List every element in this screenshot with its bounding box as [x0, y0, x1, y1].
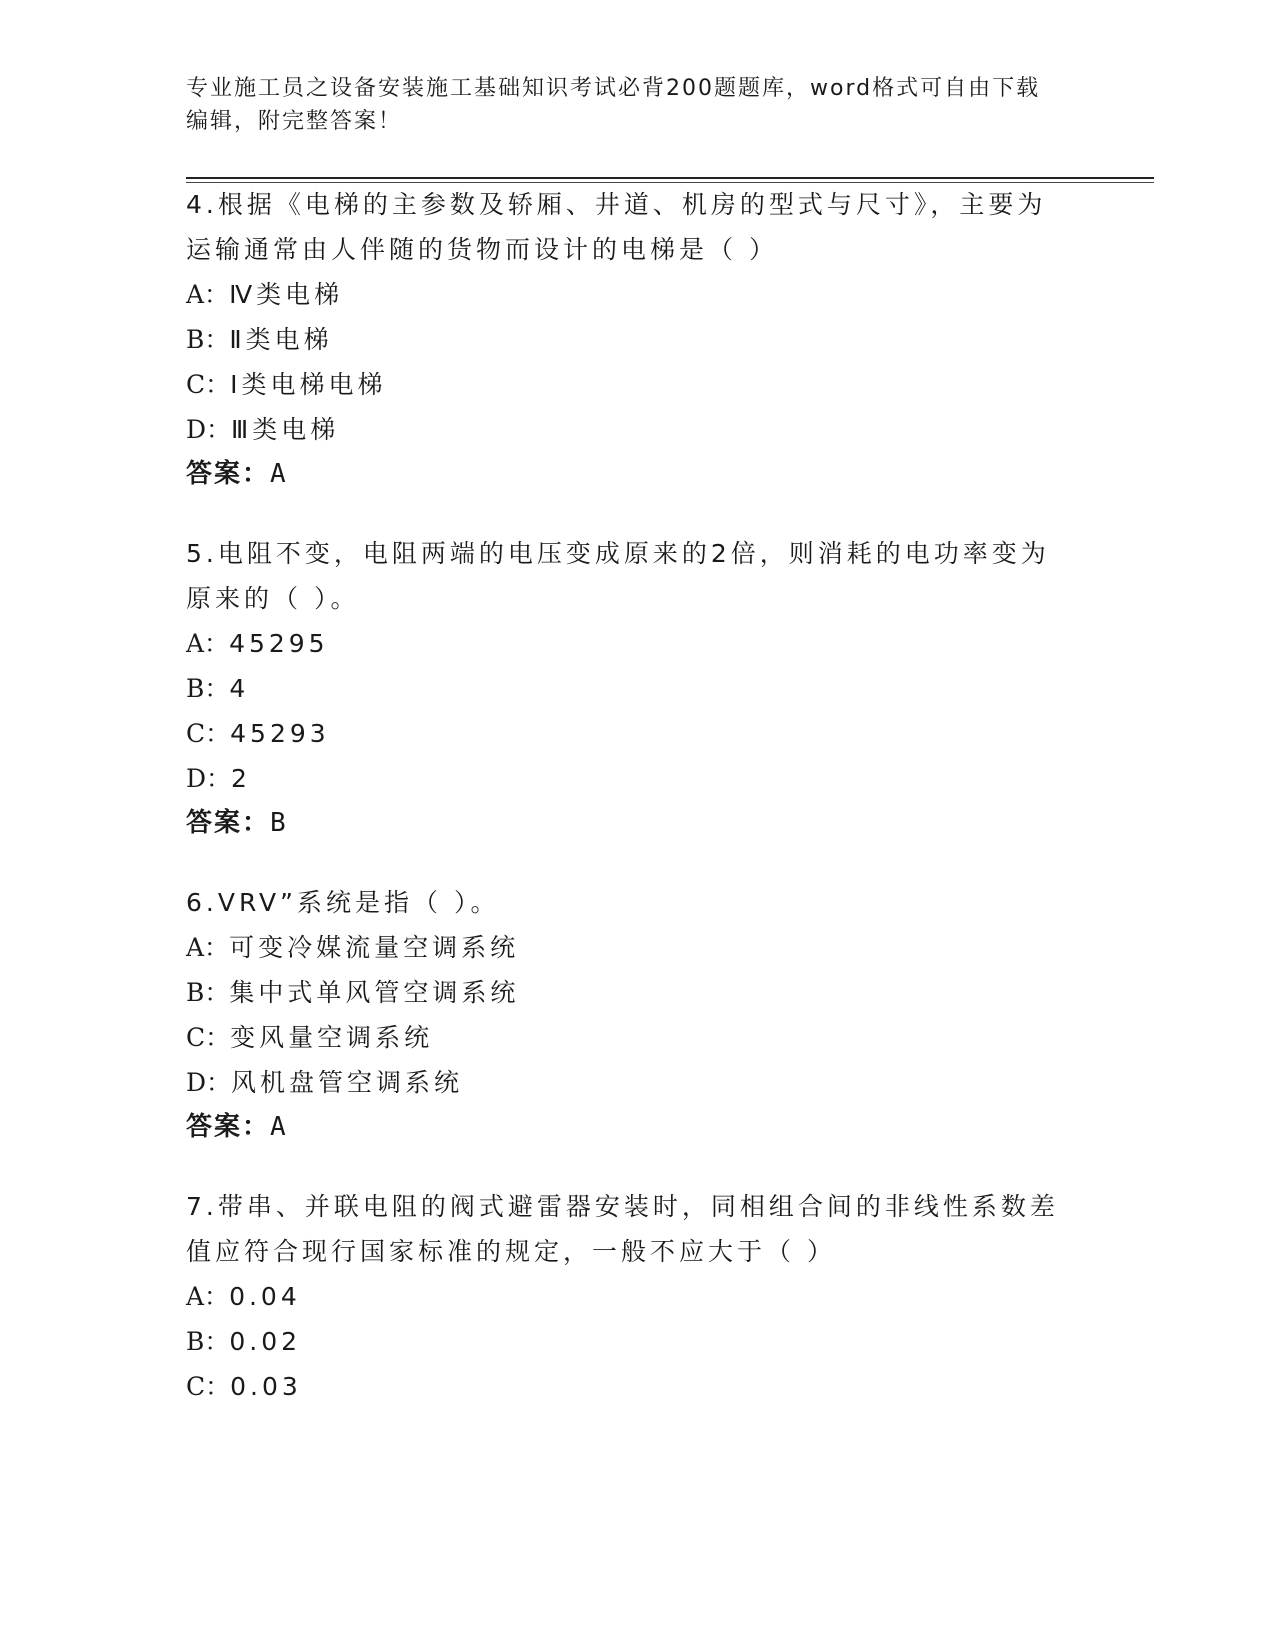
option-d: [186, 756, 1066, 801]
question-stem-line-2: 运输通常由人伴随的货物而设计的电梯是（ ）: [186, 235, 778, 264]
option-letter: A：: [186, 933, 230, 962]
option-letter: C：: [186, 1372, 231, 1401]
option-text: 4: [229, 674, 250, 703]
option-a: [186, 925, 1066, 970]
option-letter: C：: [186, 370, 231, 399]
option-text: Ⅳ类电梯: [229, 280, 344, 309]
option-text: 风机盘管空调系统: [231, 1068, 464, 1097]
option-letter: A：: [186, 1282, 230, 1311]
option-text: Ⅰ类电梯电梯: [230, 370, 387, 399]
option-text: 集中式单风管空调系统: [229, 978, 520, 1007]
question-stem-line-1: 7.带串、并联电阻的阀式避雷器安装时，同相组合间的非线性系数差: [186, 1192, 1059, 1221]
answer-value: B: [270, 808, 288, 838]
option-text: 2: [231, 764, 251, 793]
option-letter: C：: [186, 719, 231, 748]
option-text: 45293: [230, 719, 330, 748]
option-a: [186, 272, 1066, 317]
option-d: [186, 407, 1066, 452]
option-text: 0.03: [230, 1372, 302, 1401]
option-letter: D：: [186, 415, 232, 444]
option-text: 45295: [229, 629, 329, 658]
option-text: Ⅱ类电梯: [229, 325, 333, 354]
option-letter: B：: [186, 325, 230, 354]
option-letter: B：: [186, 978, 230, 1007]
document-header: [186, 72, 1066, 138]
option-letter: A：: [186, 280, 230, 309]
option-letter: B：: [186, 674, 230, 703]
answer-line: [186, 1105, 1066, 1150]
answer-label: 答案：: [186, 1112, 271, 1142]
question-5: [186, 531, 1066, 846]
header-line-2: 编辑，附完整答案！: [186, 109, 403, 134]
answer-label: 答案：: [186, 459, 271, 489]
option-c: [186, 1015, 1066, 1060]
option-b: [186, 317, 1066, 362]
question-stem-line-2: 原来的（ ）。: [186, 584, 360, 613]
option-text: Ⅲ类电梯: [231, 415, 340, 444]
option-c: [186, 362, 1066, 407]
option-c: [186, 711, 1066, 756]
header-line-1: 专业施工员之设备安装施工基础知识考试必背200题题库，word格式可自由下载: [186, 76, 1041, 101]
question-stem-line-1: 5.电阻不变，电阻两端的电压变成原来的2倍，则消耗的电功率变为: [186, 539, 1050, 568]
answer-line: [186, 452, 1066, 497]
option-b: [186, 1319, 1066, 1364]
question-stem-line-2: 值应符合现行国家标准的规定，一般不应大于（ ）: [186, 1237, 836, 1266]
question-7: [186, 1184, 1066, 1409]
answer-value: A: [270, 459, 288, 489]
option-letter: B：: [186, 1327, 230, 1356]
answer-value: A: [270, 1112, 288, 1142]
option-b: [186, 970, 1066, 1015]
option-c: [186, 1364, 1066, 1409]
option-text: 0.02: [229, 1327, 302, 1356]
option-d: [186, 1060, 1066, 1105]
option-letter: D：: [186, 1068, 232, 1097]
header-divider-thick: [186, 177, 1154, 179]
question-stem-line-1: 6.VRV”系统是指（ ）。: [186, 888, 500, 917]
option-a: [186, 1274, 1066, 1319]
option-b: [186, 666, 1066, 711]
question-stem-line-1: 4.根据《电梯的主参数及轿厢、井道、机房的型式与尺寸》，主要为: [186, 190, 1047, 219]
option-letter: D：: [186, 764, 232, 793]
option-text: 0.04: [229, 1282, 301, 1311]
option-a: [186, 621, 1066, 666]
option-letter: A：: [186, 629, 230, 658]
answer-label: 答案：: [186, 808, 271, 838]
answer-line: [186, 801, 1066, 846]
question-6: [186, 880, 1066, 1150]
option-text: 可变冷媒流量空调系统: [229, 933, 520, 962]
option-text: 变风量空调系统: [230, 1023, 434, 1052]
question-4: [186, 182, 1066, 497]
option-letter: C：: [186, 1023, 231, 1052]
